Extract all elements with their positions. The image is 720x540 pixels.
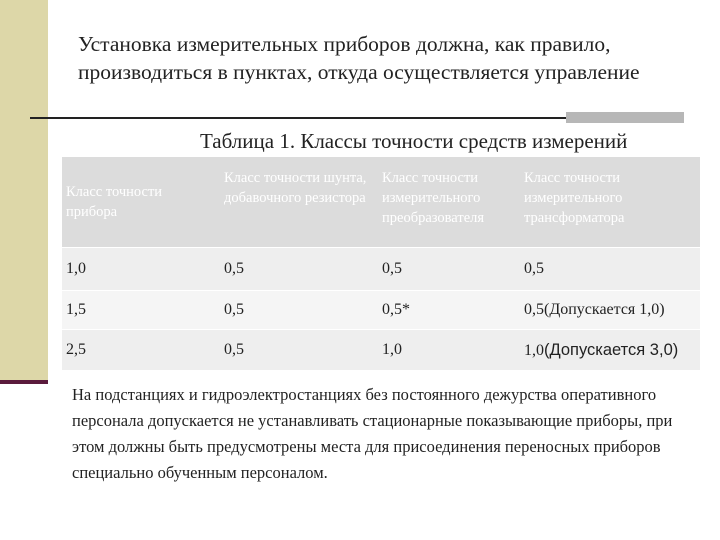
cell-device-class: 1,0 [62, 248, 220, 291]
cell-converter-class: 1,0 [378, 330, 520, 371]
header-device-class: Класс точности прибора [62, 157, 220, 248]
cell-device-class: 2,5 [62, 330, 220, 371]
cell-transformer-class: 0,5(Допускается 1,0) [520, 291, 700, 330]
cell-shunt-class: 0,5 [220, 330, 378, 371]
table-row [62, 330, 700, 371]
cell-shunt-class: 0,5 [220, 248, 378, 291]
cell-transformer-class: 0,5 [520, 248, 700, 291]
left-accent-stripe [0, 380, 48, 384]
cell-transformer-class [520, 330, 700, 371]
slide-title: Установка измерительных приборов должна, как правило, производиться в пунктах, откуда осуществляется управление [78, 32, 640, 84]
header-converter-class: Класс точности измерительного преобразователя [378, 157, 520, 248]
header-transformer-class: Класс точности измерительного трансформатора [520, 157, 700, 248]
table-row [62, 291, 700, 330]
accuracy-classes-table [62, 157, 700, 370]
footnote-text: На подстанциях и гидроэлектростанциях без постоянного дежурства оперативного персонала допускается не устанавливать стационарные показывающие приборы, при этом должны быть предусмотрены места для присоединения переносных приборов специально обученным персоналом. [72, 385, 673, 482]
title-divider-accent [566, 112, 684, 123]
table-row [62, 248, 700, 291]
cell-transformer-value: 1,0 [524, 341, 544, 359]
left-accent-bar [0, 0, 48, 380]
table-caption: Таблица 1. Классы точности средств измерений [200, 129, 628, 153]
cell-converter-class: 0,5 [378, 248, 520, 291]
cell-shunt-class: 0,5 [220, 291, 378, 330]
cell-transformer-note: (Допускается 3,0) [544, 340, 679, 359]
cell-converter-class: 0,5* [378, 291, 520, 330]
header-shunt-class: Класс точности шунта, добавочного резистора [220, 157, 378, 248]
table-header-row [62, 157, 700, 248]
cell-device-class: 1,5 [62, 291, 220, 330]
